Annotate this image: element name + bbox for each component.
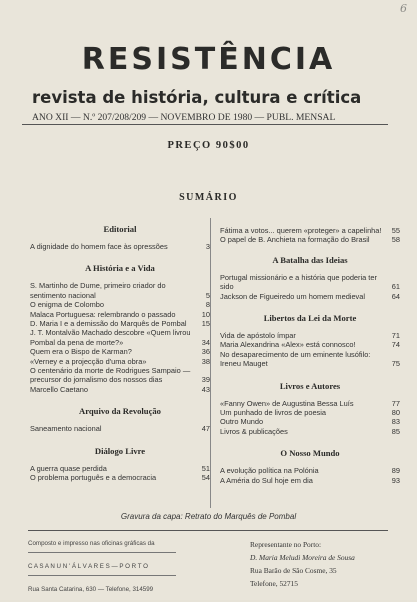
issue-line: ANO XII — N.º 207/208/209 — NOVEMBRO DE 1980 — PUBL. MENSAL [32, 112, 336, 123]
magazine-subtitle: revista de história, cultura e crítica [32, 88, 362, 107]
section-title-historia: A História e a Vida [85, 263, 155, 274]
toc-entry[interactable]: O centenário da morte de Rodrigues Sampaio — precursor do jornalismo dos nossos dias 39 [30, 366, 210, 385]
toc-entry[interactable]: Vida de apóstolo ímpar 71 [220, 331, 400, 341]
toc-entry[interactable]: Outro Mundo 83 [220, 417, 400, 427]
toc-entry[interactable]: No desaparecimento de um eminente lusófilo: Ireneu Mauget 75 [220, 349, 400, 369]
price-label: PREÇO 90$00 [167, 140, 250, 151]
section-title-libertos: Libertos da Lei da Morte [263, 313, 357, 324]
footer-rule [28, 530, 388, 531]
toc-entry[interactable]: A Améria do Sul hoje em dia 93 [220, 475, 400, 485]
toc-entry[interactable]: O papel de B. Anchieta na formação do Brasil 58 [220, 235, 400, 245]
section-title-editorial: Editorial [103, 224, 137, 234]
toc-entry[interactable]: Maria Alexandrina «Alex» está connosco! 74 [220, 340, 400, 350]
toc-entry[interactable]: O problema português e a democracia 54 [30, 473, 210, 483]
toc-entry[interactable]: A guerra quase perdida 51 [30, 463, 210, 473]
printer-divider [28, 552, 176, 553]
toc-entry[interactable]: Livros & publicações 85 [220, 426, 400, 436]
printer-divider [28, 575, 176, 576]
toc-entry[interactable]: Marcello Caetano 43 [30, 384, 210, 394]
toc-entry[interactable]: «Fanny Owen» de Augustina Bessa Luís 77 [220, 398, 400, 408]
toc-entry[interactable]: A evolução política na Polónia 89 [220, 466, 400, 476]
section-title-revolucao: Arquivo da Revolução [79, 406, 161, 417]
toc-entry[interactable]: «Verney e a projecção d'uma obra» 38 [30, 356, 210, 366]
left-column [30, 216, 210, 483]
section-title-dialogo: Diálogo Livre [94, 445, 146, 456]
printer-line-2: C A S A N U N ' Á L V A R E S — P O R T O [28, 563, 148, 570]
toc-entry[interactable]: Malaca Portuguesa: relembrando o passado 10 [30, 309, 210, 319]
section-title-livros: Livros e Autores [279, 380, 341, 391]
toc-entry[interactable]: O enigma de Colombo 8 [30, 300, 210, 310]
representative-name: D. Maria Meludi Moreira de Sousa [250, 553, 355, 562]
section-title-batalha: A Batalha das Ideias [272, 254, 348, 265]
magazine-title: RESISTÊNCIA [81, 42, 336, 77]
printer-line-3: Rua Santa Catarina, 630 — Telefone, 314599 [28, 586, 154, 593]
representative-address: Rua Barão de São Cosme, 35 [250, 566, 337, 575]
toc-entry[interactable]: D. Maria I e a demissão do Marquês de Pombal 15 [30, 319, 210, 329]
summary-heading: SUMÁRIO [179, 192, 238, 203]
representative-heading: Representante no Porto: [250, 540, 322, 549]
toc-entry[interactable]: Fátima a votos... querem «proteger» a capelinha! 55 [220, 226, 400, 235]
toc-entry[interactable]: Jackson de Figueiredo um homem medieval 64 [220, 291, 400, 301]
printer-line-1: Composto e impresso nas oficinas gráficas da [28, 540, 155, 547]
header-rule [22, 124, 388, 125]
toc-entry[interactable]: Um punhado de livros de poesia 80 [220, 408, 400, 418]
printer-block [28, 540, 178, 602]
toc-entry[interactable]: Portugal missionário e a história que poderia ter sido 61 [220, 272, 400, 292]
toc-entry[interactable]: A dignidade do homem face às opressões 3 [30, 242, 210, 251]
section-title-nosso-mundo: O Nosso Mundo [280, 448, 340, 459]
column-divider [210, 218, 211, 508]
corner-pencil-mark: 6 [400, 2, 407, 15]
cover-caption: Gravura da capa: Retrato do Marquês de Pombal [120, 512, 297, 521]
representative-phone: Telefone, 52715 [250, 579, 298, 588]
toc-entry[interactable]: S. Martinho de Dume, primeiro criador do sentimento nacional 5 [30, 281, 210, 300]
toc-entry[interactable]: Saneamento nacional 47 [30, 424, 210, 434]
toc-entry[interactable]: J. T. Montalvão Machado descobre «Quem livrou Pombal da pena de morte?» 34 [30, 328, 210, 347]
right-column [220, 216, 400, 485]
representative-block [250, 540, 410, 592]
toc-entry[interactable]: Quem era o Bispo de Karman? 36 [30, 347, 210, 357]
